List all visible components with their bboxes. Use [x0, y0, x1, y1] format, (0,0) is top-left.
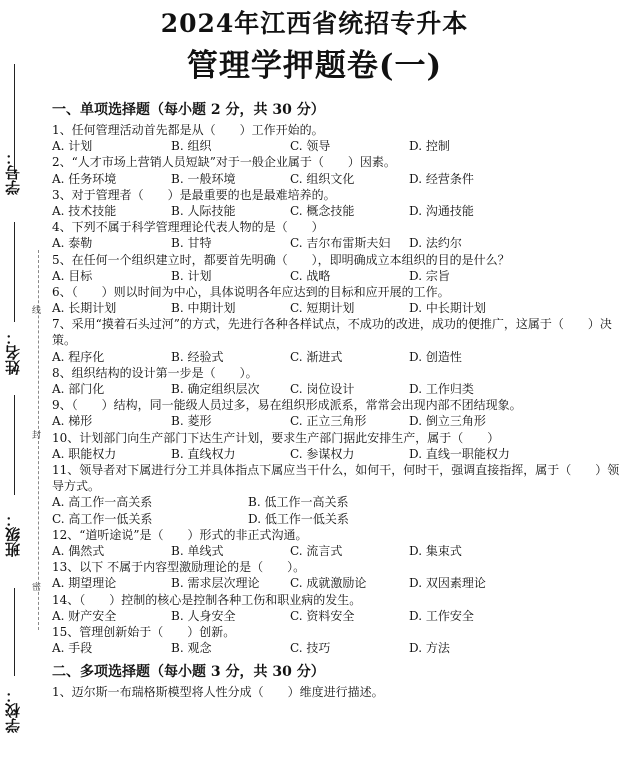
- option-c: C. 战略: [290, 268, 331, 283]
- option-d: D. 直线一职能权力: [409, 446, 510, 461]
- question-options: [52, 381, 622, 397]
- option-a: A. 偶然式: [52, 543, 105, 558]
- question-options: [52, 203, 622, 219]
- option-a: A. 计划: [52, 139, 93, 154]
- option-d: D. 法约尔: [409, 236, 462, 251]
- option-b: B. 甘特: [171, 236, 212, 251]
- option-d: D. 双因素理论: [409, 576, 486, 591]
- option-c: C. 吉尔布雷斯夫妇: [290, 236, 391, 251]
- question-text: 14、（ ）控制的核心是控制各种工伤和职业病的发生。: [52, 592, 362, 607]
- question-options: [52, 268, 622, 284]
- option-b: B. 需求层次理论: [171, 576, 260, 591]
- option-b: B. 组织: [171, 139, 212, 154]
- exam-subtitle: 管理学押题卷(一): [186, 48, 443, 84]
- question-text: 6、（ ）则以时间为中心，具体说明各年应达到的目标和应开展的工作。: [52, 284, 450, 299]
- question-text: 4、下列不属于科学管理理论代表人物的是（ ）: [52, 220, 324, 235]
- option-d: D. 控制: [409, 139, 450, 154]
- question-options: [52, 511, 622, 527]
- option-c: C. 渐进式: [290, 349, 343, 364]
- seal-char-line: 线: [32, 306, 42, 316]
- question-text: 5、在任何一个组织建立时，都要首先明确（ ），即明确成立本组织的目的是什么？: [52, 252, 510, 267]
- question-options: [52, 446, 622, 462]
- seal-char-seal: 封: [32, 431, 42, 441]
- option-a: A. 目标: [52, 268, 93, 283]
- option-b: B. 经验式: [171, 349, 224, 364]
- option-c: C. 岗位设计: [290, 382, 355, 397]
- question-options: [52, 494, 622, 510]
- question-text: 1、任何管理活动首先都是从（ ）工作开始的。: [52, 123, 324, 137]
- option-b: B. 菱形: [171, 414, 212, 429]
- option-b: B. 观念: [171, 641, 212, 656]
- option-a: A. 部门化: [52, 382, 105, 397]
- name-label: 姓名：: [4, 330, 22, 375]
- question-options: [52, 575, 622, 591]
- option-b: B. 直线权力: [171, 446, 236, 461]
- option-c: C. 成就激励论: [290, 576, 367, 591]
- school-label: 学校：: [4, 688, 22, 733]
- option-d: D. 集束式: [409, 543, 462, 558]
- option-c: C. 概念技能: [290, 203, 355, 218]
- option-a: A. 职能权力: [52, 446, 117, 461]
- option-d: D. 创造性: [409, 349, 462, 364]
- option-a: A. 技术技能: [52, 203, 117, 218]
- question-text: 2、“人才市场上营销人员短缺”对于一般企业属于（ ）因素。: [52, 155, 396, 170]
- question-text: 10、计划部门向生产部门下达生产计划，要求生产部门据此安排生产，属于（ ）: [52, 430, 500, 445]
- question-text: 12、“道听途说”是（ ）形式的非正式沟通。: [52, 527, 308, 542]
- question-options: [52, 608, 622, 624]
- option-b: B. 单线式: [171, 543, 224, 558]
- student-id-label: 学号：: [4, 150, 22, 195]
- question-text: 9、（ ）结构，同一能级人员过多，易在组织形成派系，常常会出现内部不团结现象。: [52, 398, 522, 413]
- option-a: A. 财产安全: [52, 608, 117, 623]
- option-c: C. 参谋权力: [290, 446, 355, 461]
- option-a: A. 期望理论: [52, 576, 117, 591]
- option-d: D. 方法: [409, 641, 450, 656]
- class-line: [14, 395, 15, 495]
- question-text: 11、领导者对下属进行分工并具体指点下属应当干什么，如何干，何时干，强调直接指挥，属于（ ）领导方式。: [52, 462, 620, 494]
- option-d: D. 工作安全: [409, 608, 474, 623]
- school-line: [14, 588, 15, 676]
- option-d: D. 低工作一低关系: [248, 511, 349, 526]
- question-options: [52, 300, 622, 316]
- option-b: B. 确定组织层次: [171, 382, 260, 397]
- option-a: A. 任务环境: [52, 171, 117, 186]
- option-b: B. 一般环境: [171, 171, 236, 186]
- exam-title: 2024年江西省统招专升本: [160, 9, 469, 38]
- option-b: B. 人身安全: [171, 608, 236, 623]
- option-d: D. 沟通技能: [409, 203, 474, 218]
- section-1-heading: 一、单项选择题（每小题 2 分，共 30 分）: [52, 102, 325, 118]
- option-a: A. 梯形: [52, 414, 93, 429]
- class-label: 班级：: [4, 512, 22, 557]
- option-c: C. 流言式: [290, 543, 343, 558]
- option-a: A. 手段: [52, 641, 93, 656]
- option-c: C. 技巧: [290, 641, 331, 656]
- question-options: [52, 349, 622, 365]
- question-options: [52, 138, 622, 154]
- option-c: C. 领导: [290, 139, 331, 154]
- exam-content: [52, 96, 622, 700]
- question-text: 1、迈尔斯一布瑞格斯模型将人性分成（ ）维度进行描述。: [52, 685, 384, 700]
- seal-char-secret: 密: [32, 583, 42, 593]
- option-a: A. 泰勒: [52, 236, 93, 251]
- question-text: 13、以下 不属于内容型激励理论的是（ ）。: [52, 560, 306, 575]
- question-options: [52, 413, 622, 429]
- option-a: A. 高工作一高关系: [52, 495, 153, 510]
- question-text: 3、对于管理者（ ）是最重要的也是最难培养的。: [52, 187, 336, 202]
- option-c: C. 组织文化: [290, 171, 355, 186]
- question-options: [52, 640, 622, 656]
- option-c: C. 短期计划: [290, 301, 355, 316]
- question-text: 8、组织结构的设计第一步是（ ）。: [52, 365, 258, 380]
- option-c: C. 资料安全: [290, 608, 355, 623]
- option-d: D. 经营条件: [409, 171, 474, 186]
- option-d: D. 中长期计划: [409, 301, 486, 316]
- name-line: [14, 222, 15, 322]
- option-b: B. 人际技能: [171, 203, 236, 218]
- question-options: [52, 171, 622, 187]
- question-options: [52, 543, 622, 559]
- option-d: D. 工作归类: [409, 382, 474, 397]
- question-text: 15、管理创新始于（ ）创新。: [52, 624, 236, 639]
- option-d: D. 宗旨: [409, 268, 450, 283]
- option-a: A. 长期计划: [52, 301, 117, 316]
- question-text: 7、采用“摸着石头过河”的方式，先进行各种各样试点，不成功的改进，成功的便推广，这属于（ ）决策。: [52, 317, 612, 348]
- option-b: B. 中期计划: [171, 301, 236, 316]
- option-c: C. 正立三角形: [290, 414, 367, 429]
- option-c: C. 高工作一低关系: [52, 511, 153, 526]
- section-2-heading: 二、多项选择题（每小题 3 分，共 30 分）: [52, 664, 325, 681]
- option-b: B. 计划: [171, 268, 212, 283]
- option-d: D. 倒立三角形: [409, 414, 486, 429]
- question-options: [52, 235, 622, 251]
- option-b: B. 低工作一高关系: [248, 495, 349, 510]
- option-a: A. 程序化: [52, 349, 105, 364]
